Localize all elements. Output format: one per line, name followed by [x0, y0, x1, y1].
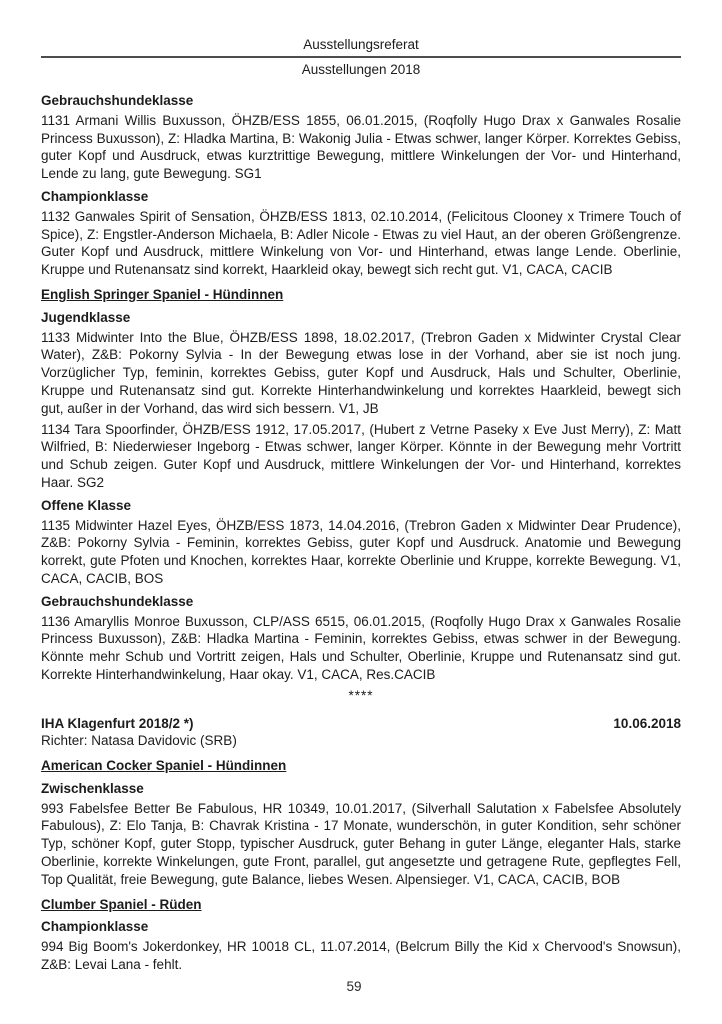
- entry-1133: 1133 Midwinter Into the Blue, ÖHZB/ESS 1898, 18.02.2017, (Trebron Gaden x Midwinter Crystal Clear Water), Z&B: Pokorny Sylvia - In der Bewegung etwas lose in der Vorhand, aber sie ist noch jung. Vorzüglicher Typ, feminin, korrektes Gebiss, guter Kopf und Ausdruck, Hals und Schulter, Oberlinie, Kruppe und Rutenansatz sind gut. Korrekte Hinterhandwinkelung und korrektes Haarkleid, bewegt sich gut, außer in der Vorhand, das wird sich bessern. V1, JB: [41, 329, 681, 416]
- entry-993: 993 Fabelsfee Better Be Fabulous, HR 10349, 10.01.2017, (Silverhall Salutation x Fabelsfee Absolutely Fabulous), Z: Elo Tanja, B: Chavrak Kristina - 17 Monate, wunderschön, in guter Kondition, sehr schöner Typ, schöner Kopf, guter Stopp, typischer Ausdruck, guter Behang in guter Länge, eleganter Hals, starke Oberlinie, korrekte Winkelungen, gute Front, parallel, gut angesetzte und getragene Rute, gepflegtes Fell, Top Qualität, freie Bewegung, gute Balance, liebes Wesen. Alpensieger. V1, CACA, CACIB, BOB: [41, 800, 681, 887]
- document-title: Ausstellungsreferat: [303, 37, 419, 52]
- event-title: IHA Klagenfurt 2018/2 *): [41, 715, 194, 731]
- event-heading: [41, 715, 681, 733]
- entry-1132: 1132 Ganwales Spirit of Sensation, ÖHZB/ESS 1813, 02.10.2014, (Felicitous Clooney x Trimere Touch of Spice), Z: Engstler-Anderson Michaela, B: Adler Nicole - Etwas zu viel Haut, an der oberen Größengrenze. Guter Kopf und Ausdruck, mittlere Winkelung von Vor- und Hinterhand, etwas lange Lende. Oberlinie, Kruppe und Rutenansatz sind korrekt, Haarkleid okay, bewegt sich recht gut. V1, CACA, CACIB: [41, 208, 681, 278]
- class-heading-championklasse-1: Championklasse: [41, 188, 149, 204]
- class-heading-offene-klasse: Offene Klasse: [41, 497, 132, 513]
- entry-994: 994 Big Boom's Jokerdonkey, HR 10018 CL, 11.07.2014, (Belcrum Billy the Kid x Chervood's Snowsun), Z&B: Levai Lana - fehlt.: [41, 939, 681, 973]
- breed-heading-clumber-spaniel-rueden: Clumber Spaniel - Rüden: [41, 896, 202, 912]
- section-separator: ****: [348, 687, 374, 703]
- document-header: [41, 36, 681, 78]
- document-subtitle: Ausstellungen 2018: [301, 62, 421, 77]
- entry-1136: 1136 Amaryllis Monroe Buxusson, CLP/ASS 6515, 06.01.2015, (Roqfolly Hugo Drax x Ganwales Rosalie Princess Buxusson), Z&B: Hladka Martina - Feminin, korrektes Gebiss, etwas schwer in der Bewegung. Könnte mehr Schub und Vortritt zeigen, Hals und Schulter, Oberlinie, Kruppe und Rutenansatz sind gut. Korrekte Hinterhandwinkelung, Haar okay. V1, CACA, Res.CACIB: [41, 613, 681, 682]
- judge-line: Richter: Natasa Davidovic (SRB): [41, 733, 237, 749]
- class-heading-jugendklasse: Jugendklasse: [41, 309, 131, 325]
- entry-1131: 1131 Armani Willis Buxusson, ÖHZB/ESS 1855, 06.01.2015, (Roqfolly Hugo Drax x Ganwales Rosalie Princess Buxusson), Z: Hladka Martina, B: Wakonig Julia - Etwas schwer, langer Körper. Korrektes Gebiss, guter Kopf und Ausdruck, etwas kurztrittige Bewegung, mittlere Winkelungen der Vor- und Hinterhand, Lende zu lang, gute Bewegung. SG1: [41, 112, 681, 182]
- class-heading-zwischenklasse: Zwischenklasse: [41, 780, 144, 796]
- breed-heading-american-cocker-spaniel-huendinnen: American Cocker Spaniel - Hündinnen: [41, 758, 287, 774]
- event-date: 10.06.2018: [613, 715, 681, 731]
- class-heading-gebrauchshundeklasse-2: Gebrauchshundeklasse: [41, 593, 194, 609]
- report-body: [41, 92, 681, 974]
- page-number: 59: [346, 979, 362, 994]
- class-heading-championklasse-2: Championklasse: [41, 919, 149, 935]
- entry-1134: 1134 Tara Spoorfinder, ÖHZB/ESS 1912, 17.05.2017, (Hubert z Vetrne Paseky x Eve Just Merry), Z: Matt Wilfried, B: Niederwieser Ingeborg - Etwas schwer, langer Körper. Könnte in der Bewegung mehr Vortritt und Schub zeigen. Guter Kopf und Ausdruck, mittlere Winkelungen der Vor- und Hinterhand, korrektes Haar. SG2: [41, 421, 681, 490]
- breed-heading-english-springer-spaniel-huendinnen: English Springer Spaniel - Hündinnen: [41, 286, 284, 302]
- class-heading-gebrauchshundeklasse-1: Gebrauchshundeklasse: [41, 93, 194, 108]
- entry-1135: 1135 Midwinter Hazel Eyes, ÖHZB/ESS 1873, 14.04.2016, (Trebron Gaden x Midwinter Dear Prudence), Z&B: Pokorny Sylvia - Feminin, korrektes Gebiss, guter Kopf und Ausdruck. Anatomie und Bewegung korrekt, gute Pfoten und Knochen, korrektes Haar, korrekte Oberlinie und Kruppe, korrekte Bewegung. V1, CACA, CACIB, BOS: [41, 517, 681, 586]
